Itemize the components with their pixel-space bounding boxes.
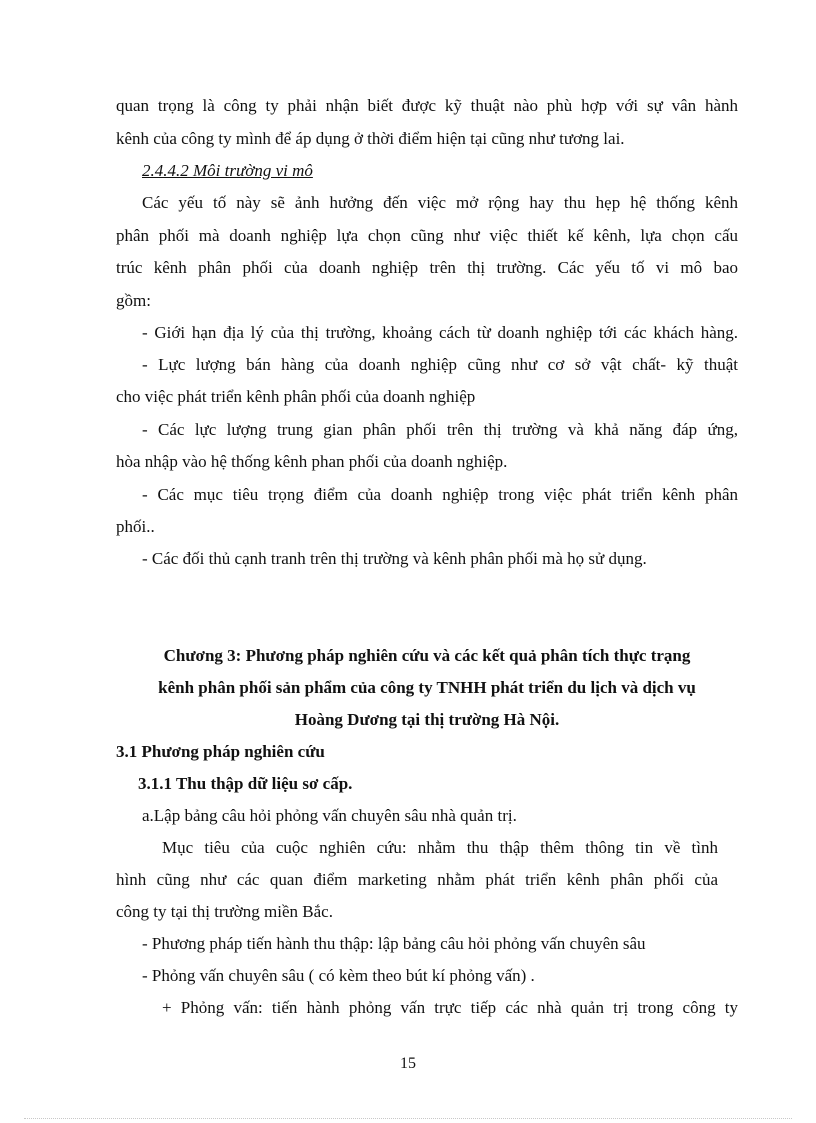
chapter-title: kênh phân phối sản phẩm của công ty TNHH phát triển du lịch và dịch vụ (158, 678, 696, 697)
body-text-line: a.Lập bảng câu hỏi phỏng vấn chuyên sâu nhà quản trị. (142, 806, 517, 825)
bullet-item: - Phương pháp tiến hành thu thập: lập bảng câu hỏi phỏng vấn chuyên sâu (142, 934, 646, 953)
bullet-item: - Giới hạn địa lý của thị trường, khoảng cách từ doanh nghiệp tới các khách hàng. (142, 323, 738, 342)
body-text-line: Các yếu tố này sẽ ảnh hưởng đến việc mở rộng hay thu hẹp hệ thống kênh (142, 193, 738, 212)
body-text-line: phối.. (116, 517, 155, 536)
section-heading-3-1-1: 3.1.1 Thu thập dữ liệu sơ cấp. (138, 774, 353, 793)
bullet-item: - Lực lượng bán hàng của doanh nghiệp cũng như cơ sở vật chất- kỹ thuật (142, 355, 738, 374)
page-number: 15 (400, 1055, 416, 1072)
body-text-line: phân phối mà doanh nghiệp lựa chọn cũng như việc thiết kế kênh, lựa chọn cấu (116, 226, 738, 245)
bullet-item: - Các đối thủ cạnh tranh trên thị trường và kênh phân phối mà họ sử dụng. (142, 549, 647, 568)
bullet-item: - Các lực lượng trung gian phân phối trên thị trường và khả năng đáp ứng, (142, 420, 738, 439)
body-text-line: Mục tiêu của cuộc nghiên cứu: nhằm thu thập thêm thông tin về tình (162, 838, 718, 857)
bullet-item: - Các mục tiêu trọng điểm của doanh nghiệp trong việc phát triển kênh phân (142, 485, 738, 504)
body-text-line: trúc kênh phân phối của doanh nghiệp trên thị trường. Các yếu tố vi mô bao (116, 258, 738, 277)
chapter-title: Hoàng Dương tại thị trường Hà Nội. (294, 710, 560, 729)
body-text-line: kênh của công ty mình để áp dụng ở thời điểm hiện tại cũng như tương lai. (116, 129, 625, 148)
bullet-item: - Phỏng vấn chuyên sâu ( có kèm theo bút kí phỏng vấn) . (142, 966, 535, 985)
body-text-line: quan trọng là công ty phải nhận biết được kỹ thuật nào phù hợp với sự vân hành (116, 96, 738, 115)
page-bottom-rule (24, 1118, 792, 1119)
body-text-line: hình cũng như các quan điểm marketing nhằm phát triển kênh phân phối của (116, 870, 718, 889)
section-heading-3-1: 3.1 Phương pháp nghiên cứu (116, 742, 325, 761)
section-heading-2-4-4-2: 2.4.4.2 Môi trường vi mô (142, 161, 313, 180)
chapter-title: Chương 3: Phương pháp nghiên cứu và các kết quả phân tích thực trạng (163, 646, 691, 665)
body-text-line: hòa nhập vào hệ thống kênh phan phối của doanh nghiệp. (116, 452, 508, 471)
bullet-item: + Phỏng vấn: tiến hành phỏng vấn trực tiếp các nhà quản trị trong công ty (162, 998, 738, 1017)
body-text-line: gồm: (116, 291, 151, 310)
body-text-line: cho việc phát triển kênh phân phối của doanh nghiệp (116, 387, 476, 406)
body-text-line: công ty tại thị trường miền Bắc. (116, 902, 333, 921)
